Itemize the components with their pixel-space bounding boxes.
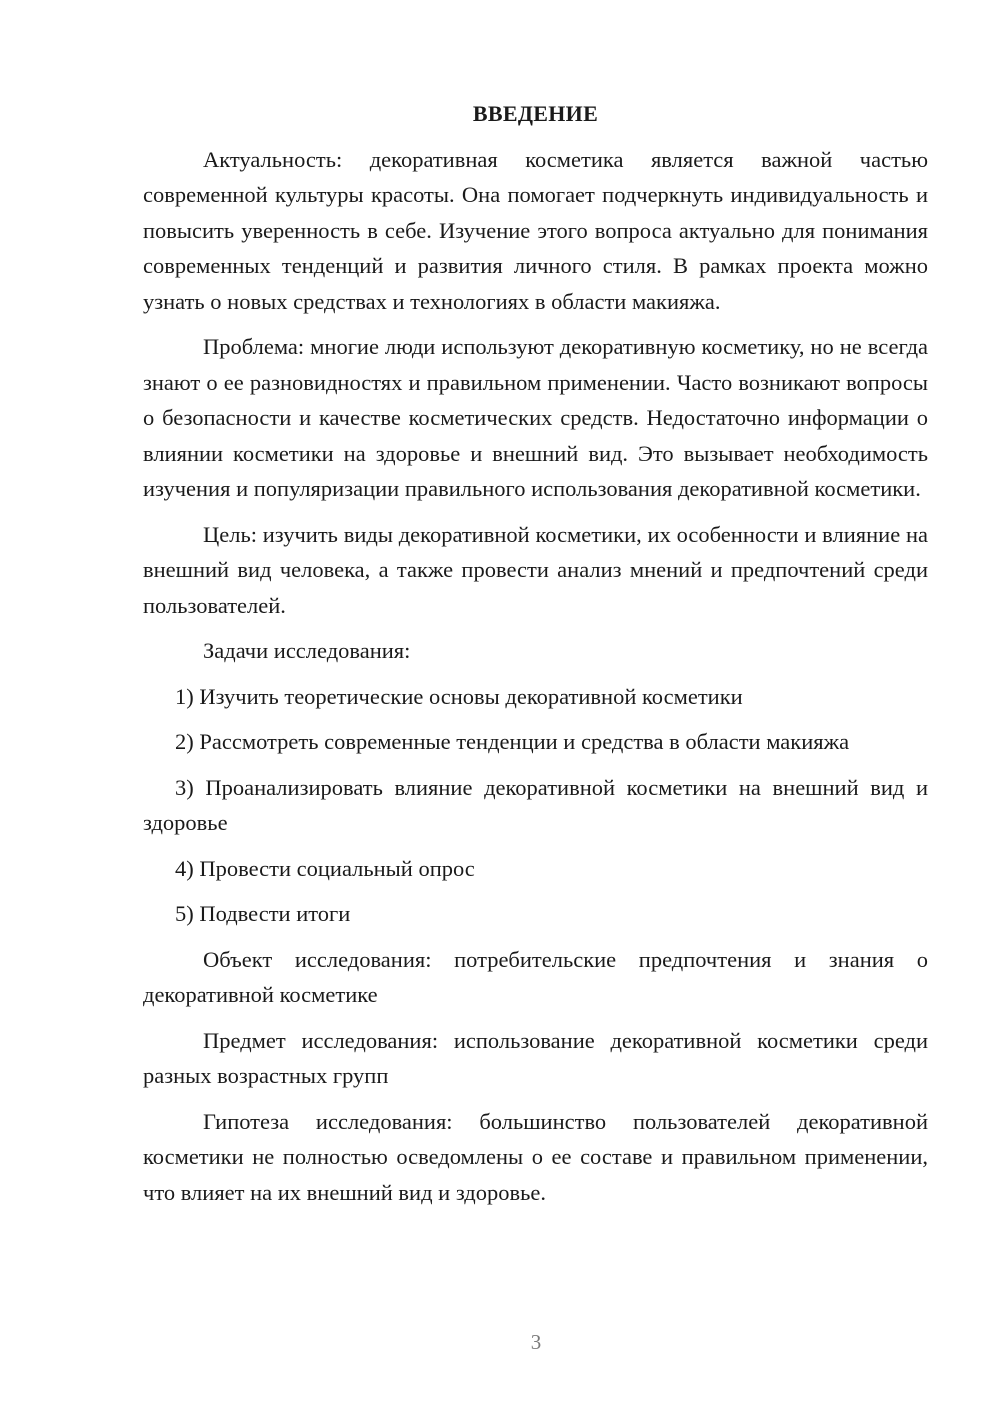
paragraph-object: Объект исследования: потребительские предпочтения и знания о декоративной косметике	[143, 946, 928, 1007]
task-item: 4) Провести социальный опрос	[175, 855, 475, 881]
paragraph-goal: Цель: изучить виды декоративной косметики, их особенности и влияние на внешний вид человека, а также провести анализ мнений и предпочтений среди пользователей.	[143, 521, 928, 618]
paragraph-hypothesis: Гипотеза исследования: большинство пользователей декоративной косметики не полностью осведомлены о ее составе и правильном применении, что влияет на их внешний вид и здоровье.	[143, 1108, 928, 1205]
paragraph-problem: Проблема: многие люди используют декоративную косметику, но не всегда знают о ее разновидностях и правильном применении. Часто возникают вопросы о безопасности и качестве косметических средств. Недостаточно информации о влиянии косметики на здоровье и внешний вид. Это вызывает необходимость изучения и популяризации правильного использования декоративной косметики.	[143, 334, 928, 501]
section-title: ВВЕДЕНИЕ	[472, 101, 599, 126]
tasks-heading: Задачи исследования:	[203, 638, 411, 663]
paragraph-relevance: Актуальность: декоративная косметика является важной частью современной культуры красоты. Она помогает подчеркнуть индивидуальность и повысить уверенность в себе. Изучение этого вопроса актуально для понимания современных тенденций и развития личного стиля. В рамках проекта можно узнать о новых средствах и технологиях в области макияжа.	[143, 146, 928, 314]
document-body	[143, 96, 928, 1220]
page-number: 3	[530, 1330, 542, 1354]
task-item: 3) Проанализировать влияние декоративной косметики на внешний вид и здоровье	[143, 774, 928, 835]
paragraph-subject: Предмет исследования: использование декоративной косметики среди разных возрастных групп	[143, 1027, 928, 1088]
task-item: 2) Рассмотреть современные тенденции и средства в области макияжа	[175, 729, 850, 754]
task-item: 5) Подвести итоги	[175, 901, 351, 926]
task-item: 1) Изучить теоретические основы декоративной косметики	[175, 683, 743, 709]
